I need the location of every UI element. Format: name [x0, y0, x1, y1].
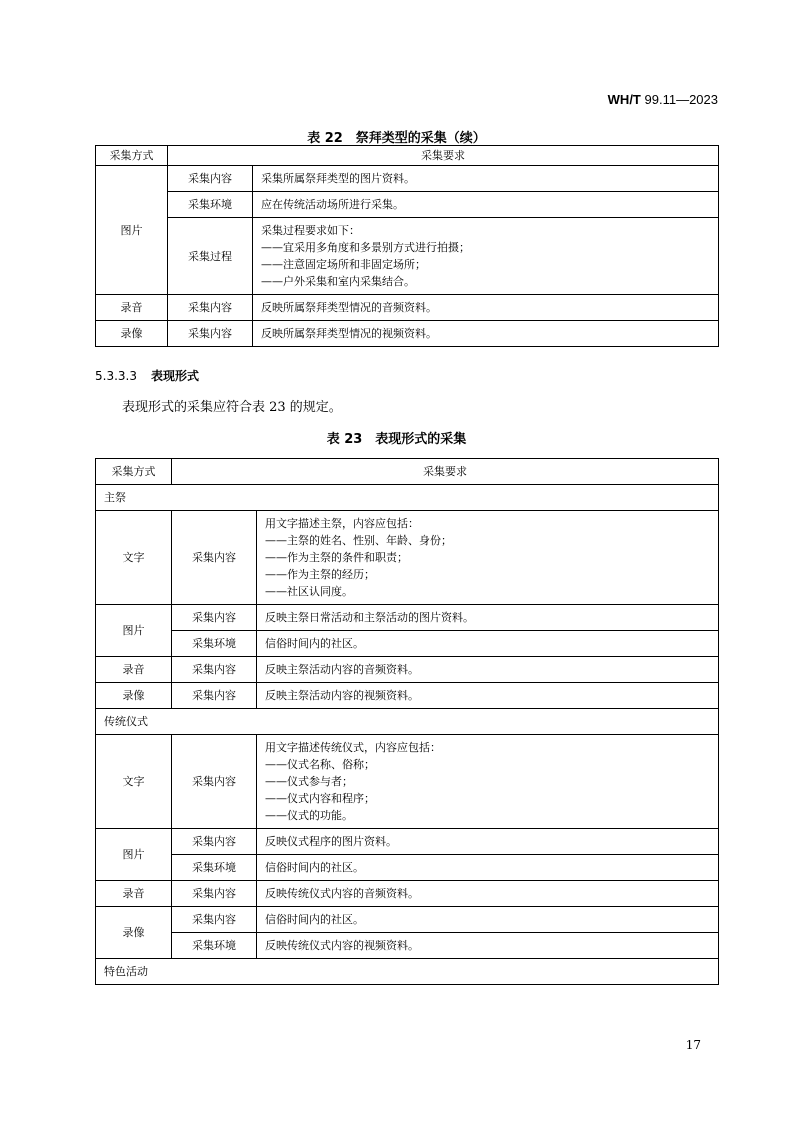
requirement-cell: 采集所属祭拜类型的图片资料。: [253, 166, 719, 192]
requirement-cell: 反映所属祭拜类型情况的视频资料。: [253, 321, 719, 347]
item-cell: 采集内容: [172, 683, 257, 709]
method-cell: 文字: [96, 511, 172, 605]
table-row: [96, 855, 719, 881]
table-row: [96, 605, 719, 631]
item-cell: 采集内容: [168, 166, 253, 192]
item-cell: 采集环境: [172, 855, 257, 881]
method-cell: 图片: [96, 829, 172, 881]
requirement-cell: 信俗时间内的社区。: [257, 631, 719, 657]
requirement-cell: 采集过程要求如下： ——宜采用多角度和多景别方式进行拍摄； ——注意固定场所和非固定场所； ——户外采集和室内采集结合。: [253, 218, 719, 295]
item-cell: 采集内容: [172, 605, 257, 631]
requirement-cell: 反映主祭日常活动和主祭活动的图片资料。: [257, 605, 719, 631]
requirement-cell: 反映所属祭拜类型情况的音频资料。: [253, 295, 719, 321]
table22-caption: 表 22 祭拜类型的采集（续）: [307, 131, 486, 146]
table-row: [96, 295, 719, 321]
group-title: 特色活动: [96, 959, 719, 985]
table-row: [96, 683, 719, 709]
group-row: [96, 709, 719, 735]
table-row: [96, 631, 719, 657]
section-heading: 5.3.3.3 表现形式: [95, 369, 199, 383]
requirement-cell: 反映仪式程序的图片资料。: [257, 829, 719, 855]
method-cell: 录像: [96, 321, 168, 347]
item-cell: 采集环境: [168, 192, 253, 218]
requirement-cell: 反映主祭活动内容的视频资料。: [257, 683, 719, 709]
requirement-cell: 反映传统仪式内容的音频资料。: [257, 881, 719, 907]
requirement-cell: 用文字描述主祭，内容应包括： ——主祭的姓名、性别、年龄、身份； ——作为主祭的条件和职责； ——作为主祭的经历； ——社区认同度。: [257, 511, 719, 605]
table23-caption: 表 23 表现形式的采集: [326, 432, 467, 447]
method-cell: 录像: [96, 683, 172, 709]
method-cell: 录音: [96, 881, 172, 907]
table-row: [96, 933, 719, 959]
requirement-cell: 反映传统仪式内容的视频资料。: [257, 933, 719, 959]
table-row: [96, 321, 719, 347]
method-cell: 录音: [96, 295, 168, 321]
table-header-row: [96, 146, 719, 166]
header-requirement: 采集要求: [172, 459, 719, 485]
table-row: [96, 829, 719, 855]
item-cell: 采集内容: [172, 881, 257, 907]
header-method: 采集方式: [96, 146, 168, 166]
table-row: [96, 511, 719, 605]
header-requirement: 采集要求: [168, 146, 719, 166]
table-row: [96, 657, 719, 683]
table-row: [96, 907, 719, 933]
item-cell: 采集内容: [172, 657, 257, 683]
item-cell: 采集内容: [172, 511, 257, 605]
table-header-row: [96, 459, 719, 485]
section-paragraph: 表现形式的采集应符合表 23 的规定。: [122, 400, 342, 415]
group-title: 传统仪式: [96, 709, 719, 735]
table-23: [95, 458, 719, 985]
table-row: [96, 881, 719, 907]
table-22: [95, 145, 719, 347]
standard-code: WH/T 99.11—2023: [607, 92, 718, 107]
method-cell: 录像: [96, 907, 172, 959]
requirement-cell: 信俗时间内的社区。: [257, 855, 719, 881]
item-cell: 采集内容: [168, 321, 253, 347]
item-cell: 采集内容: [172, 829, 257, 855]
table-row: [96, 218, 719, 295]
method-cell: 录音: [96, 657, 172, 683]
group-row: [96, 959, 719, 985]
group-title: 主祭: [96, 485, 719, 511]
page-number: 17: [685, 1038, 701, 1052]
item-cell: 采集环境: [172, 631, 257, 657]
requirement-cell: 反映主祭活动内容的音频资料。: [257, 657, 719, 683]
table-row: [96, 735, 719, 829]
requirement-cell: 用文字描述传统仪式，内容应包括： ——仪式名称、俗称； ——仪式参与者； ——仪式内容和程序； ——仪式的功能。: [257, 735, 719, 829]
requirement-cell: 信俗时间内的社区。: [257, 907, 719, 933]
item-cell: 采集内容: [172, 735, 257, 829]
item-cell: 采集过程: [168, 218, 253, 295]
group-row: [96, 485, 719, 511]
item-cell: 采集环境: [172, 933, 257, 959]
table-row: [96, 192, 719, 218]
header-method: 采集方式: [96, 459, 172, 485]
method-cell: 图片: [96, 166, 168, 295]
table-row: [96, 166, 719, 192]
item-cell: 采集内容: [168, 295, 253, 321]
method-cell: 图片: [96, 605, 172, 657]
method-cell: 文字: [96, 735, 172, 829]
item-cell: 采集内容: [172, 907, 257, 933]
requirement-cell: 应在传统活动场所进行采集。: [253, 192, 719, 218]
